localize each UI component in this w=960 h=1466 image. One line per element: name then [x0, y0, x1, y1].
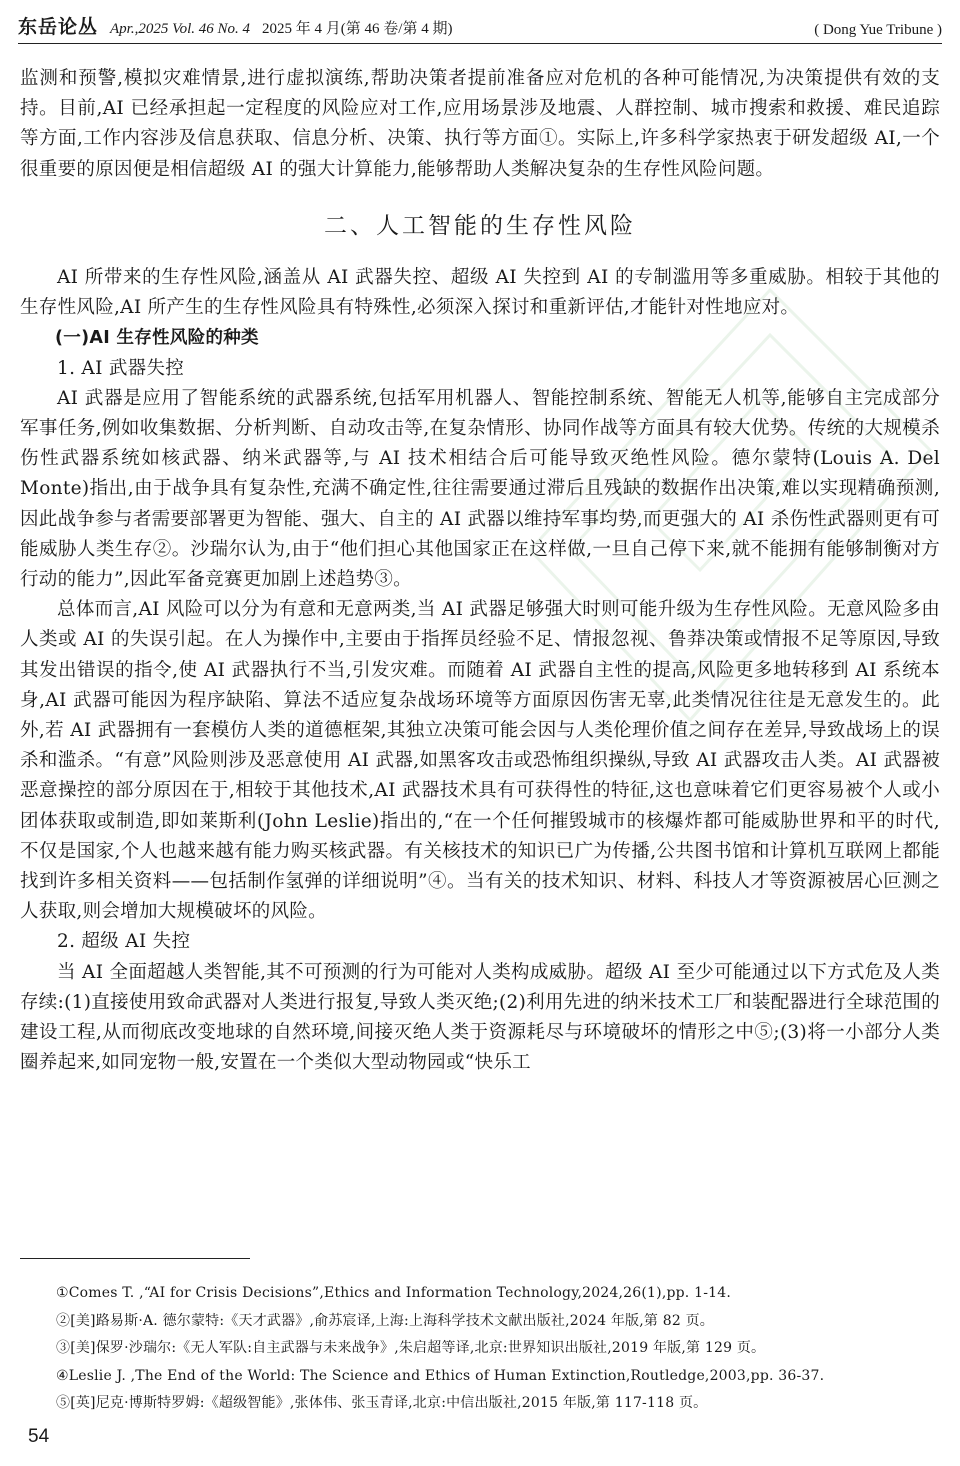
- footnote-item: ①Comes T. ,“AI for Crisis Decisions”,Ethics and Information Technology,2024,26(1),pp. 1-14.: [56, 1285, 731, 1301]
- article-body: [20, 64, 940, 1079]
- footnote-item: ③[美]保罗·沙瑞尔:《无人军队:自主武器与未来战争》,朱启超等译,北京:世界知识出版社,2019 年版,第 129 页。: [56, 1340, 766, 1356]
- running-header: [18, 14, 942, 44]
- paragraph-weapons-2: 总体而言,AI 风险可以分为有意和无意两类,当 AI 武器足够强大时则可能升级为生存性风险。无意风险多由人类或 AI 的失误引起。在人为操作中,主要由于指挥员经验不足、情报忽视、鲁莽决策或情报不足等原因,导致其发出错误的指令,使 AI 武器执行不当,引发灾难。而随着 AI 武器自主性的提高,风险更多地转移到 AI 系统本身,AI 武器可能因为程序缺陷、算法不适应复杂战场环境等方面原因伤害无辜,此类情况往往是无意发生的。此外,若 AI 武器拥有一套模仿人类的道德框架,其独立决策可能会因与人类伦理价值之间存在差异,导致战场上的误杀和滥杀。“有意”风险则涉及恶意使用 AI 武器,如黑客攻击或恐怖组织操纵,导致 AI 武器攻击人类。AI 武器被恶意操控的部分原因在于,相较于其他技术,AI 武器技术具有可获得性的特征,这也意味着它们更容易被个人或小团体获取或制造,即如莱斯利(John Leslie)指出的,“在一个任何摧毁城市的核爆炸都可能威胁世界和平的时代,不仅是国家,个人也越来越有能力购买核武器。有关核技术的知识已广为传播,公共图书馆和计算机互联网上都能找到许多相关资料——包括制作氢弹的详细说明”④。当有关的技术知识、材料、科技人才等资源被居心叵测之人获取,则会增加大规模破坏的风险。: [20, 599, 940, 923]
- issue-info: Apr.,2025 Vol. 46 No. 4: [110, 21, 251, 37]
- paragraph-continued: 监测和预警,模拟灾难情景,进行虚拟演练,帮助决策者提前准备应对危机的各种可能情况,为决策提供有效的支持。目前,AI 已经承担起一定程度的风险应对工作,应用场景涉及地震、人群控制、城市搜索和救援、难民追踪等方面,工作内容涉及信息获取、信息分析、决策、执行等方面①。实际上,许多科学家热衷于研发超级 AI,一个很重要的原因便是相信超级 AI 的强大计算能力,能够帮助人类解决复杂的生存性风险问题。: [20, 68, 940, 180]
- issue-info-chinese: 2025 年 4 月(第 46 卷/第 4 期): [262, 21, 453, 37]
- footnote-item: ④Leslie J. ,The End of the World: The Science and Ethics of Human Extinction,Routledge,2003,pp. 36-37.: [56, 1367, 825, 1384]
- journal-name: 东岳论丛: [18, 16, 99, 38]
- section-title: 二、人工智能的生存性风险: [324, 212, 636, 239]
- footnotes: [20, 1280, 940, 1418]
- paragraph-weapons-1: AI 武器是应用了智能系统的武器系统,包括军用机器人、智能控制系统、智能无人机等,能够自主完成部分军事任务,例如收集数据、分析判断、自动攻击等,在复杂情形、协同作战等方面具有较大优势。传统的大规模杀伤性武器系统如核武器、纳米武器等,与 AI 技术相结合后可能导致灭绝性风险。德尔蒙特(Louis A. Del Monte)指出,由于战争具有复杂性,充满不确定性,往往需要通过滞后且残缺的数据作出决策,难以实现精确预测,因此战争参与者需要部署更为智能、强大、自主的 AI 武器以维持军事均势,而更强大的 AI 杀伤性武器则更有可能威胁人类生存②。沙瑞尔认为,由于“他们担心其他国家正在这样做,一旦自己停下来,就不能拥有能够制衡对方行动的能力”,因此军备竞赛更加剧上述趋势③。: [20, 387, 940, 591]
- page-number: 54: [28, 1426, 50, 1447]
- footnote-divider: [20, 1258, 250, 1259]
- footnote-item: ②[美]路易斯·A. 德尔蒙特:《天才武器》,俞苏宸译,上海:上海科学技术文献出版社,2024 年版,第 82 页。: [56, 1312, 715, 1329]
- subsection-heading: (一)AI 生存性风险的种类: [55, 328, 259, 349]
- footnote-item: ⑤[英]尼克·博斯特罗姆:《超级智能》,张体伟、张玉青译,北京:中信出版社,2015 年版,第 117-118 页。: [56, 1395, 708, 1411]
- item-heading-super-ai: 2. 超级 AI 失控: [57, 931, 191, 953]
- paragraph-intro: AI 所带来的生存性风险,涵盖从 AI 武器失控、超级 AI 失控到 AI 的专制滥用等多重威胁。相较于其他的生存性风险,AI 所产生的生存性风险具有特殊性,必须深入探讨和重新评估,才能针对性地应对。: [20, 267, 940, 319]
- journal-english-name: ( Dong Yue Tribune ): [814, 22, 942, 38]
- paragraph-super-ai: 当 AI 全面超越人类智能,其不可预测的行为可能对人类构成威胁。超级 AI 至少可能通过以下方式危及人类存续:(1)直接使用致命武器对人类进行报复,导致人类灭绝;(2)利用先进的纳米技术工厂和装配器进行全球范围的建设工程,从而彻底改变地球的自然环境,间接灭绝人类于资源耗尽与环境破坏的情形之中⑤;(3)将一小部分人类圈养起来,如同宠物一般,安置在一个类似大型动物园或“快乐工: [20, 961, 940, 1074]
- item-heading-weapons: 1. AI 武器失控: [57, 357, 185, 379]
